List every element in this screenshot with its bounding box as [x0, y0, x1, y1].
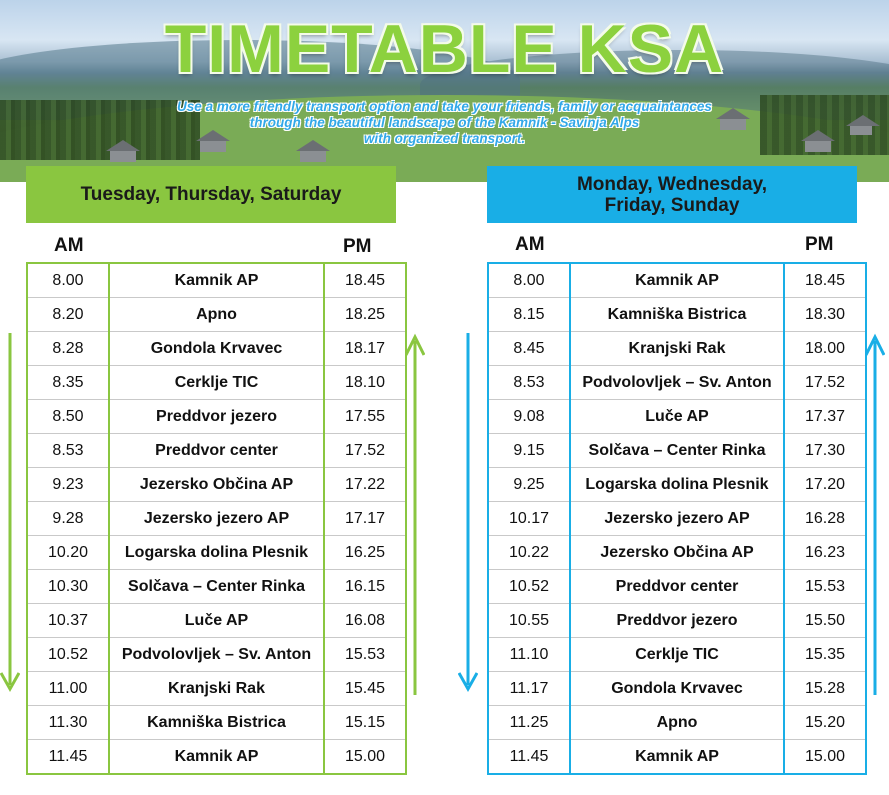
- am-time-cell: 9.23: [27, 468, 109, 502]
- pm-time-cell: 16.08: [324, 604, 406, 638]
- pm-time-cell: 15.53: [784, 570, 866, 604]
- am-time-cell: 10.55: [488, 604, 570, 638]
- pm-time-cell: 15.00: [344, 747, 386, 765]
- table-row: [488, 570, 866, 604]
- arrow-up-icon: [865, 333, 885, 695]
- stop-name-cell: Luče AP: [109, 604, 324, 638]
- am-time-cell: 8.53: [488, 366, 570, 400]
- table-row: [27, 502, 406, 536]
- table-row: [488, 366, 866, 400]
- stop-name-cell: Kamniška Bistrica: [570, 298, 784, 332]
- pm-time-cell: 16.28: [784, 502, 866, 536]
- pm-time-cell: 16.25: [324, 536, 406, 570]
- days-header-right: [487, 166, 857, 223]
- stop-name-cell: Gondola Krvavec: [109, 332, 324, 366]
- subtitle-line: with organized transport.: [363, 131, 526, 146]
- am-time-cell: 10.37: [27, 604, 109, 638]
- pm-label-left: PM: [343, 236, 372, 257]
- stop-name-cell: Cerklje TIC: [570, 638, 784, 672]
- stop-name-cell: Preddvor center: [109, 434, 324, 468]
- table-row: [488, 638, 866, 672]
- pm-time-cell: 15.00: [804, 747, 846, 765]
- am-time-cell: 8.45: [488, 332, 570, 366]
- stop-name-cell: Luče AP: [570, 400, 784, 434]
- table-row: [27, 263, 406, 298]
- page-subtitle: [100, 99, 789, 147]
- table-row: [27, 706, 406, 740]
- am-time-cell: 9.15: [488, 434, 570, 468]
- stop-name-cell: Solčava – Center Rinka: [109, 570, 324, 604]
- days-label: Friday, Sunday: [604, 194, 740, 216]
- pm-time-cell: 17.20: [784, 468, 866, 502]
- am-time-cell: 8.00: [488, 263, 570, 298]
- am-time-cell: 11.30: [27, 706, 109, 740]
- table-row: [488, 706, 866, 740]
- am-time-cell: 10.17: [488, 502, 570, 536]
- table-row: [27, 468, 406, 502]
- stop-name-cell: Podvolovljek – Sv. Anton: [570, 366, 784, 400]
- table-row: [27, 332, 406, 366]
- pm-time-cell: 17.52: [784, 366, 866, 400]
- pm-time-cell: 18.25: [324, 298, 406, 332]
- pm-time-cell: 17.37: [784, 400, 866, 434]
- table-row: [27, 570, 406, 604]
- stop-name-cell: Kamnik AP: [109, 263, 324, 298]
- timetable-left: [26, 262, 407, 775]
- am-time-cell: 8.50: [27, 400, 109, 434]
- pm-time-cell: 15.50: [784, 604, 866, 638]
- pm-time-cell: 15.53: [324, 638, 406, 672]
- am-time-cell: 8.35: [27, 366, 109, 400]
- pm-time-cell: 18.17: [324, 332, 406, 366]
- arrow-down-icon: [458, 333, 478, 695]
- stop-name-cell: Preddvor jezero: [109, 400, 324, 434]
- arrow-down-icon: [0, 333, 20, 695]
- pm-time-cell: 18.30: [784, 298, 866, 332]
- hut-icon: [300, 150, 326, 162]
- am-time-cell: 8.53: [27, 434, 109, 468]
- table-row: [27, 740, 406, 775]
- pm-time-cell: 16.23: [784, 536, 866, 570]
- hut-icon: [805, 140, 831, 152]
- table-row: [488, 672, 866, 706]
- pm-label-right: PM: [805, 234, 834, 255]
- pm-time-cell: 18.00: [784, 332, 866, 366]
- table-row: [27, 604, 406, 638]
- days-label: Tuesday, Thursday, Saturday: [80, 184, 342, 205]
- days-label: Monday, Wednesday,: [576, 173, 768, 195]
- table-row: [488, 400, 866, 434]
- am-time-cell: 11.00: [27, 672, 109, 706]
- am-time-cell: 11.25: [488, 706, 570, 740]
- stop-name-cell: Podvolovljek – Sv. Anton: [109, 638, 324, 672]
- pm-time-cell: 15.15: [324, 706, 406, 740]
- pm-time-cell: 17.55: [324, 400, 406, 434]
- stop-name-cell: Cerklje TIC: [109, 366, 324, 400]
- page-title: TIMETABLE KSA: [164, 11, 725, 87]
- stop-name-cell: Kamnik AP: [570, 263, 784, 298]
- table-row: [27, 536, 406, 570]
- am-time-cell: 10.20: [27, 536, 109, 570]
- subtitle-line: Use a more friendly transport option and take your friends, family or acquaintances: [177, 99, 712, 114]
- am-time-cell: 11.17: [488, 672, 570, 706]
- am-label-right: AM: [515, 234, 545, 255]
- stop-name-cell: Preddvor jezero: [570, 604, 784, 638]
- timetable-left-body: [27, 263, 406, 774]
- table-row: [488, 298, 866, 332]
- stop-name-cell: Logarska dolina Plesnik: [109, 536, 324, 570]
- stop-name-cell: Jezersko jezero AP: [570, 502, 784, 536]
- am-time-cell: 10.52: [27, 638, 109, 672]
- stop-name-cell: Apno: [109, 298, 324, 332]
- table-row: [488, 263, 866, 298]
- table-row: [27, 434, 406, 468]
- stop-name-cell: Jezersko Občina AP: [109, 468, 324, 502]
- arrow-up-icon: [405, 333, 425, 695]
- stop-name-cell: Kamnik AP: [109, 740, 324, 775]
- am-time-cell: 8.00: [27, 263, 109, 298]
- table-row: [488, 536, 866, 570]
- stop-name-cell: Logarska dolina Plesnik: [570, 468, 784, 502]
- am-time-cell: 8.28: [27, 332, 109, 366]
- table-row: [488, 332, 866, 366]
- stop-name-cell: Kamniška Bistrica: [109, 706, 324, 740]
- table-row: [27, 400, 406, 434]
- table-row: [488, 468, 866, 502]
- pm-time-cell: 15.35: [784, 638, 866, 672]
- stop-name-cell: Kranjski Rak: [570, 332, 784, 366]
- hut-icon: [850, 125, 872, 135]
- stop-name-cell: Gondola Krvavec: [570, 672, 784, 706]
- am-time-cell: 10.22: [488, 536, 570, 570]
- am-time-cell: 11.45: [48, 747, 88, 765]
- pm-time-cell: 17.22: [324, 468, 406, 502]
- timetable-right-body: [488, 263, 866, 774]
- timetable-right: [487, 262, 867, 775]
- am-time-cell: 11.10: [488, 638, 570, 672]
- am-time-cell: 9.08: [488, 400, 570, 434]
- am-time-cell: 8.20: [27, 298, 109, 332]
- stop-name-cell: Jezersko jezero AP: [109, 502, 324, 536]
- pm-time-cell: 15.20: [784, 706, 866, 740]
- stop-name-cell: Kranjski Rak: [109, 672, 324, 706]
- am-time-cell: 10.52: [488, 570, 570, 604]
- table-row: [488, 740, 866, 775]
- table-row: [488, 502, 866, 536]
- pm-time-cell: 15.28: [784, 672, 866, 706]
- pm-time-cell: 17.17: [324, 502, 406, 536]
- pm-time-cell: 17.52: [324, 434, 406, 468]
- am-time-cell: 9.28: [27, 502, 109, 536]
- am-time-cell: 8.15: [488, 298, 570, 332]
- hut-icon: [110, 150, 136, 162]
- pm-time-cell: 16.15: [324, 570, 406, 604]
- stop-name-cell: Kamnik AP: [570, 740, 784, 775]
- table-row: [488, 604, 866, 638]
- stop-name-cell: Solčava – Center Rinka: [570, 434, 784, 468]
- am-time-cell: 9.25: [488, 468, 570, 502]
- pm-time-cell: 18.45: [324, 263, 406, 298]
- stop-name-cell: Apno: [570, 706, 784, 740]
- table-row: [27, 672, 406, 706]
- stop-name-cell: Preddvor center: [570, 570, 784, 604]
- table-row: [27, 638, 406, 672]
- pm-time-cell: 17.30: [784, 434, 866, 468]
- pm-time-cell: 18.10: [324, 366, 406, 400]
- subtitle-line: through the beautiful landscape of the Kamnik - Savinja Alps: [249, 115, 640, 130]
- days-header-left: [26, 166, 396, 223]
- am-label-left: AM: [54, 235, 84, 256]
- pm-time-cell: 15.45: [324, 672, 406, 706]
- pm-time-cell: 18.45: [784, 263, 866, 298]
- table-row: [488, 434, 866, 468]
- table-row: [27, 298, 406, 332]
- stop-name-cell: Jezersko Občina AP: [570, 536, 784, 570]
- am-time-cell: 11.45: [509, 747, 549, 765]
- am-time-cell: 10.30: [27, 570, 109, 604]
- table-row: [27, 366, 406, 400]
